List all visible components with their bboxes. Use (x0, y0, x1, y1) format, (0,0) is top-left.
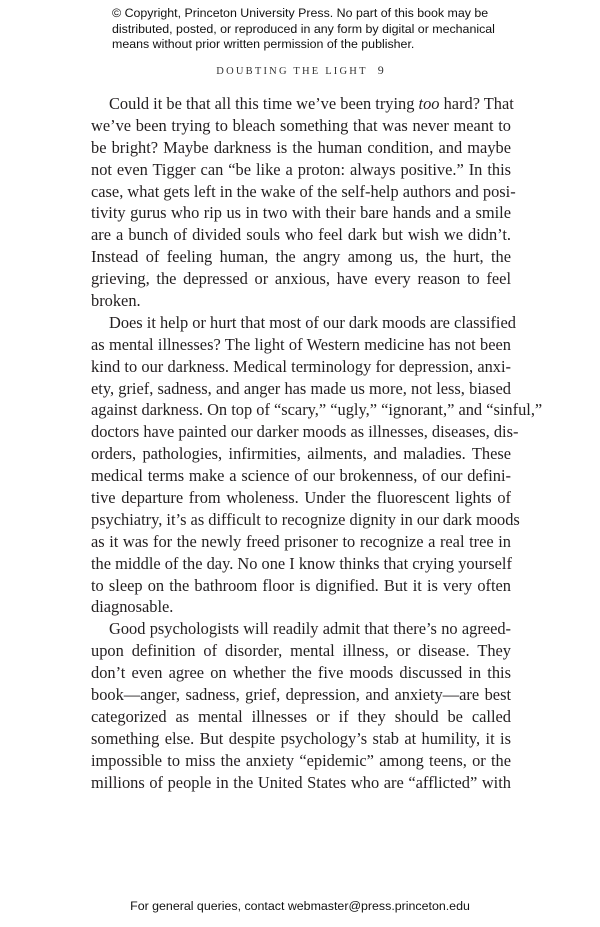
text-line: against darkness. On top of “scary,” “ugly,” “ignorant,” and “sinful,” (91, 400, 543, 420)
footer-contact: For general queries, contact webmaster@press.princeton.edu (130, 899, 470, 913)
page-number: 9 (377, 63, 384, 77)
text-line: psychiatry, it’s as difficult to recognize dignity in our dark moods (91, 509, 520, 529)
text-line: as it was for the newly freed prisoner to recognize a real tree in (91, 531, 511, 551)
text-line: doctors have painted our darker moods as illnesses, diseases, dis- (91, 422, 519, 442)
text-line: the middle of the day. No one I know thinks that crying yourself (91, 553, 512, 573)
text-line: broken. (91, 291, 141, 311)
text-line: tive departure from wholeness. Under the fluorescent lights of (91, 488, 511, 508)
text-line: ety, grief, sadness, and anger has made us more, not less, biased (91, 378, 511, 398)
text-line: be bright? Maybe darkness is the human condition, and maybe (91, 137, 511, 157)
text-line: Does it help or hurt that most of our dark moods are classified (109, 312, 516, 332)
text-line: are a bunch of divided souls who feel dark but wish we didn’t. (91, 225, 511, 245)
copyright-line: distributed, posted, or reproduced in any form by digital or mechanical (112, 21, 495, 36)
text-line: tivity gurus who rip us in two with their bare hands and a smile (91, 203, 511, 223)
text-line: book—anger, sadness, grief, depression, and anxiety—are best (91, 685, 511, 705)
text-line: Good psychologists will readily admit that there’s no agreed- (109, 619, 511, 639)
copyright-line: means without prior written permission of the publisher. (112, 37, 415, 51)
text-line: diagnosable. (91, 597, 174, 617)
copyright-notice (112, 6, 532, 53)
text-line: millions of people in the United States who are “afflicted” with (91, 772, 511, 792)
text-line: don’t even agree on whether the five moods discussed in this (91, 663, 511, 683)
running-head (0, 63, 600, 78)
text-line: impossible to miss the anxiety “epidemic” among teens, or the (91, 750, 511, 770)
text-line: case, what gets left in the wake of the self-help authors and posi- (91, 181, 516, 201)
text-line: to sleep on the bathroom floor is dignified. But it is very often (91, 575, 511, 595)
text-line: orders, pathologies, infirmities, ailments, and maladies. These (91, 444, 511, 464)
running-head-title: DOUBTING THE LIGHT (216, 66, 368, 77)
text-line: categorized as mental illnesses or if they should be called (91, 706, 511, 726)
text-line: medical terms make a science of our brokenness, of our defini- (91, 466, 511, 486)
text-line: something else. But despite psychology’s stab at humility, it is (91, 728, 511, 748)
text-line: Could it be that all this time we’ve been trying too hard? That (109, 94, 514, 113)
emphasis-word: too (418, 94, 440, 113)
text-line: we’ve been trying to bleach something that was never meant to (91, 115, 511, 135)
text-line: Instead of feeling human, the angry among us, the hurt, the (91, 247, 511, 267)
text-line: kind to our darkness. Medical terminology for depression, anxi- (91, 356, 511, 376)
copyright-line: © Copyright, Princeton University Press. No part of this book may be (112, 6, 489, 20)
text-line: upon definition of disorder, mental illness, or disease. They (91, 641, 511, 661)
body-text (91, 93, 543, 794)
text-line: grieving, the depressed or anxious, have every reason to feel (91, 269, 511, 289)
text-line: not even Tigger can “be like a proton: always positive.” In this (91, 159, 511, 179)
text-line: as mental illnesses? The light of Western medicine has not been (91, 334, 511, 354)
